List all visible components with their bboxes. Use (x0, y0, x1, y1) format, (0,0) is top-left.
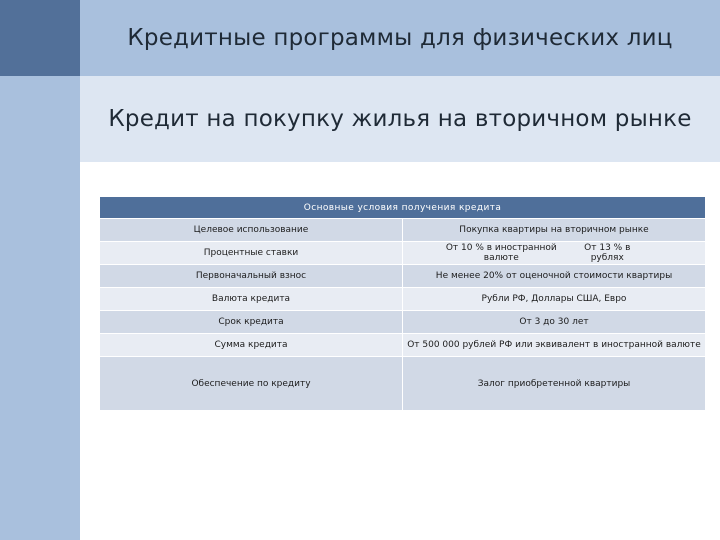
rate-foreign-currency: От 10 % в иностранной валюте (445, 243, 557, 263)
row-value: Залог приобретенной квартиры (403, 357, 706, 411)
table-row (100, 242, 706, 265)
row-label: Валюта кредита (100, 288, 403, 311)
slide-title: Кредитные программы для физических лиц (127, 25, 673, 51)
row-label: Целевое использование (100, 219, 403, 242)
row-label: Обеспечение по кредиту (100, 357, 403, 411)
table-row (100, 265, 706, 288)
table-header-row (100, 197, 706, 219)
table-header: Основные условия получения кредита (100, 197, 706, 219)
table-row (100, 334, 706, 357)
row-label: Сумма кредита (100, 334, 403, 357)
row-label: Срок кредита (100, 311, 403, 334)
row-label: Первоначальный взнос (100, 265, 403, 288)
slide-subtitle: Кредит на покупку жилья на вторичном рынке (108, 106, 692, 132)
row-value: Рубли РФ, Доллары США, Евро (403, 288, 706, 311)
left-decorative-strip (0, 0, 80, 540)
row-label: Процентные ставки (100, 242, 403, 265)
table-row (100, 311, 706, 334)
rate-rubles: От 13 % в рублях (584, 243, 631, 263)
credit-conditions-table (99, 196, 706, 411)
table-row (100, 357, 706, 411)
row-value: Покупка квартиры на вторичном рынке (403, 219, 706, 242)
row-value: От 500 000 рублей РФ или эквивалент в иностранной валюте (403, 334, 706, 357)
row-value: От 3 до 30 лет (403, 311, 706, 334)
table-row (100, 219, 706, 242)
table-row (100, 288, 706, 311)
corner-decorative-block (0, 0, 80, 76)
row-value-rates (403, 242, 706, 265)
row-value: Не менее 20% от оценочной стоимости квартиры (403, 265, 706, 288)
